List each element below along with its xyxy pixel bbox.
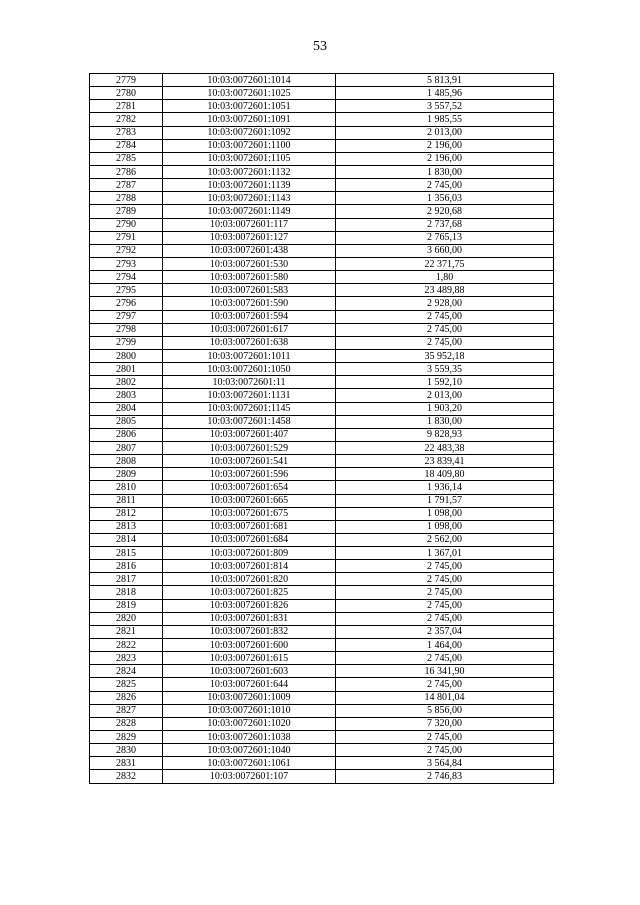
- table-row: [90, 179, 554, 192]
- table-row: [90, 599, 554, 612]
- amount-cell: 2 745,00: [336, 612, 554, 625]
- table-row: [90, 481, 554, 494]
- amount-cell: 2 745,00: [336, 560, 554, 573]
- cadastral-number-cell: 10:03:0072601:1091: [163, 113, 336, 126]
- table-row: [90, 323, 554, 336]
- table-row: [90, 586, 554, 599]
- amount-cell: 2 196,00: [336, 152, 554, 165]
- amount-cell: 22 483,38: [336, 441, 554, 454]
- amount-cell: 2 745,00: [336, 678, 554, 691]
- row-number-cell: 2794: [90, 271, 163, 284]
- table-row: [90, 455, 554, 468]
- table-row: [90, 652, 554, 665]
- row-number-cell: 2827: [90, 704, 163, 717]
- cadastral-number-cell: 10:03:0072601:1011: [163, 349, 336, 362]
- row-number-cell: 2826: [90, 691, 163, 704]
- amount-cell: 3 557,52: [336, 100, 554, 113]
- table-row: [90, 639, 554, 652]
- cadastral-number-cell: 10:03:0072601:1025: [163, 87, 336, 100]
- cadastral-number-cell: 10:03:0072601:580: [163, 271, 336, 284]
- row-number-cell: 2819: [90, 599, 163, 612]
- table-row: [90, 744, 554, 757]
- data-table: [89, 73, 554, 784]
- cadastral-number-cell: 10:03:0072601:107: [163, 770, 336, 783]
- table-row: [90, 402, 554, 415]
- table-row: [90, 87, 554, 100]
- amount-cell: 23 839,41: [336, 455, 554, 468]
- cadastral-number-cell: 10:03:0072601:825: [163, 586, 336, 599]
- amount-cell: 2 745,00: [336, 586, 554, 599]
- cadastral-number-cell: 10:03:0072601:600: [163, 639, 336, 652]
- table-row: [90, 363, 554, 376]
- row-number-cell: 2811: [90, 494, 163, 507]
- row-number-cell: 2825: [90, 678, 163, 691]
- page-number: 53: [313, 39, 327, 54]
- row-number-cell: 2804: [90, 402, 163, 415]
- row-number-cell: 2828: [90, 717, 163, 730]
- amount-cell: 2 562,00: [336, 533, 554, 546]
- table-row: [90, 100, 554, 113]
- amount-cell: 2 745,00: [336, 744, 554, 757]
- row-number-cell: 2831: [90, 757, 163, 770]
- amount-cell: 22 371,75: [336, 257, 554, 270]
- cadastral-number-cell: 10:03:0072601:617: [163, 323, 336, 336]
- table-row: [90, 192, 554, 205]
- cadastral-number-cell: 10:03:0072601:1139: [163, 179, 336, 192]
- cadastral-number-cell: 10:03:0072601:1100: [163, 139, 336, 152]
- row-number-cell: 2803: [90, 389, 163, 402]
- table-row: [90, 428, 554, 441]
- table-row: [90, 218, 554, 231]
- row-number-cell: 2797: [90, 310, 163, 323]
- amount-cell: 1,80: [336, 271, 554, 284]
- row-number-cell: 2801: [90, 363, 163, 376]
- amount-cell: 2 928,00: [336, 297, 554, 310]
- amount-cell: 2 013,00: [336, 126, 554, 139]
- row-number-cell: 2817: [90, 573, 163, 586]
- cadastral-number-cell: 10:03:0072601:596: [163, 468, 336, 481]
- amount-cell: 3 660,00: [336, 244, 554, 257]
- cadastral-number-cell: 10:03:0072601:590: [163, 297, 336, 310]
- amount-cell: 1 830,00: [336, 165, 554, 178]
- row-number-cell: 2814: [90, 533, 163, 546]
- cadastral-number-cell: 10:03:0072601:1149: [163, 205, 336, 218]
- cadastral-number-cell: 10:03:0072601:638: [163, 336, 336, 349]
- cadastral-number-cell: 10:03:0072601:831: [163, 612, 336, 625]
- cadastral-number-cell: 10:03:0072601:1009: [163, 691, 336, 704]
- table-row: [90, 612, 554, 625]
- amount-cell: 1 592,10: [336, 376, 554, 389]
- cadastral-number-cell: 10:03:0072601:594: [163, 310, 336, 323]
- cadastral-number-cell: 10:03:0072601:814: [163, 560, 336, 573]
- row-number-cell: 2822: [90, 639, 163, 652]
- row-number-cell: 2821: [90, 625, 163, 638]
- amount-cell: 16 341,90: [336, 665, 554, 678]
- row-number-cell: 2820: [90, 612, 163, 625]
- amount-cell: 1 903,20: [336, 402, 554, 415]
- cadastral-number-cell: 10:03:0072601:1020: [163, 717, 336, 730]
- row-number-cell: 2782: [90, 113, 163, 126]
- row-number-cell: 2790: [90, 218, 163, 231]
- amount-cell: 1 367,01: [336, 547, 554, 560]
- table-row: [90, 573, 554, 586]
- row-number-cell: 2830: [90, 744, 163, 757]
- row-number-cell: 2807: [90, 441, 163, 454]
- row-number-cell: 2792: [90, 244, 163, 257]
- row-number-cell: 2832: [90, 770, 163, 783]
- cadastral-number-cell: 10:03:0072601:541: [163, 455, 336, 468]
- row-number-cell: 2818: [90, 586, 163, 599]
- cadastral-number-cell: 10:03:0072601:684: [163, 533, 336, 546]
- table-body: [90, 74, 554, 784]
- amount-cell: 3 559,35: [336, 363, 554, 376]
- table-row: [90, 678, 554, 691]
- amount-cell: 2 013,00: [336, 389, 554, 402]
- amount-cell: 14 801,04: [336, 691, 554, 704]
- cadastral-number-cell: 10:03:0072601:1132: [163, 165, 336, 178]
- amount-cell: 1 791,57: [336, 494, 554, 507]
- cadastral-number-cell: 10:03:0072601:1010: [163, 704, 336, 717]
- row-number-cell: 2800: [90, 349, 163, 362]
- table-row: [90, 205, 554, 218]
- cadastral-number-cell: 10:03:0072601:407: [163, 428, 336, 441]
- table-row: [90, 389, 554, 402]
- amount-cell: 2 737,68: [336, 218, 554, 231]
- amount-cell: 1 985,55: [336, 113, 554, 126]
- cadastral-number-cell: 10:03:0072601:644: [163, 678, 336, 691]
- cadastral-number-cell: 10:03:0072601:1105: [163, 152, 336, 165]
- cadastral-number-cell: 10:03:0072601:530: [163, 257, 336, 270]
- cadastral-number-cell: 10:03:0072601:438: [163, 244, 336, 257]
- table-row: [90, 441, 554, 454]
- amount-cell: 2 745,00: [336, 731, 554, 744]
- row-number-cell: 2791: [90, 231, 163, 244]
- row-number-cell: 2799: [90, 336, 163, 349]
- row-number-cell: 2781: [90, 100, 163, 113]
- cadastral-number-cell: 10:03:0072601:681: [163, 520, 336, 533]
- table-row: [90, 415, 554, 428]
- amount-cell: 2 765,13: [336, 231, 554, 244]
- table-row: [90, 560, 554, 573]
- table-row: [90, 165, 554, 178]
- cadastral-number-cell: 10:03:0072601:127: [163, 231, 336, 244]
- table-row: [90, 284, 554, 297]
- cadastral-number-cell: 10:03:0072601:615: [163, 652, 336, 665]
- row-number-cell: 2810: [90, 481, 163, 494]
- row-number-cell: 2786: [90, 165, 163, 178]
- row-number-cell: 2795: [90, 284, 163, 297]
- table-row: [90, 231, 554, 244]
- amount-cell: 2 746,83: [336, 770, 554, 783]
- row-number-cell: 2802: [90, 376, 163, 389]
- row-number-cell: 2796: [90, 297, 163, 310]
- row-number-cell: 2812: [90, 507, 163, 520]
- cadastral-number-cell: 10:03:0072601:11: [163, 376, 336, 389]
- cadastral-number-cell: 10:03:0072601:809: [163, 547, 336, 560]
- amount-cell: 2 745,00: [336, 573, 554, 586]
- row-number-cell: 2829: [90, 731, 163, 744]
- table-row: [90, 376, 554, 389]
- cadastral-number-cell: 10:03:0072601:1143: [163, 192, 336, 205]
- row-number-cell: 2806: [90, 428, 163, 441]
- cadastral-number-cell: 10:03:0072601:1014: [163, 74, 336, 87]
- table-row: [90, 271, 554, 284]
- row-number-cell: 2809: [90, 468, 163, 481]
- cadastral-number-cell: 10:03:0072601:1051: [163, 100, 336, 113]
- table-row: [90, 310, 554, 323]
- row-number-cell: 2798: [90, 323, 163, 336]
- table-row: [90, 770, 554, 783]
- table-row: [90, 533, 554, 546]
- amount-cell: 18 409,80: [336, 468, 554, 481]
- row-number-cell: 2824: [90, 665, 163, 678]
- row-number-cell: 2793: [90, 257, 163, 270]
- cadastral-number-cell: 10:03:0072601:1038: [163, 731, 336, 744]
- amount-cell: 23 489,88: [336, 284, 554, 297]
- cadastral-number-cell: 10:03:0072601:117: [163, 218, 336, 231]
- cadastral-number-cell: 10:03:0072601:529: [163, 441, 336, 454]
- cadastral-number-cell: 10:03:0072601:675: [163, 507, 336, 520]
- amount-cell: 2 196,00: [336, 139, 554, 152]
- cadastral-number-cell: 10:03:0072601:1061: [163, 757, 336, 770]
- amount-cell: 2 920,68: [336, 205, 554, 218]
- amount-cell: 2 745,00: [336, 323, 554, 336]
- amount-cell: 5 856,00: [336, 704, 554, 717]
- cadastral-number-cell: 10:03:0072601:832: [163, 625, 336, 638]
- row-number-cell: 2787: [90, 179, 163, 192]
- amount-cell: 3 564,84: [336, 757, 554, 770]
- row-number-cell: 2780: [90, 87, 163, 100]
- row-number-cell: 2784: [90, 139, 163, 152]
- cadastral-number-cell: 10:03:0072601:820: [163, 573, 336, 586]
- amount-cell: 2 745,00: [336, 310, 554, 323]
- row-number-cell: 2805: [90, 415, 163, 428]
- amount-cell: 7 320,00: [336, 717, 554, 730]
- cadastral-number-cell: 10:03:0072601:583: [163, 284, 336, 297]
- cadastral-number-cell: 10:03:0072601:1092: [163, 126, 336, 139]
- row-number-cell: 2785: [90, 152, 163, 165]
- row-number-cell: 2783: [90, 126, 163, 139]
- cadastral-number-cell: 10:03:0072601:1145: [163, 402, 336, 415]
- cadastral-number-cell: 10:03:0072601:826: [163, 599, 336, 612]
- table-row: [90, 297, 554, 310]
- amount-cell: 2 745,00: [336, 179, 554, 192]
- amount-cell: 2 745,00: [336, 599, 554, 612]
- table-row: [90, 665, 554, 678]
- table-row: [90, 507, 554, 520]
- table-row: [90, 547, 554, 560]
- amount-cell: 1 098,00: [336, 520, 554, 533]
- row-number-cell: 2816: [90, 560, 163, 573]
- data-table-container: [89, 73, 553, 784]
- amount-cell: 1 098,00: [336, 507, 554, 520]
- table-row: [90, 731, 554, 744]
- cadastral-number-cell: 10:03:0072601:1040: [163, 744, 336, 757]
- cadastral-number-cell: 10:03:0072601:1458: [163, 415, 336, 428]
- amount-cell: 1 485,96: [336, 87, 554, 100]
- row-number-cell: 2779: [90, 74, 163, 87]
- table-row: [90, 625, 554, 638]
- row-number-cell: 2788: [90, 192, 163, 205]
- table-row: [90, 336, 554, 349]
- amount-cell: 2 745,00: [336, 336, 554, 349]
- table-row: [90, 468, 554, 481]
- amount-cell: 9 828,93: [336, 428, 554, 441]
- amount-cell: 1 464,00: [336, 639, 554, 652]
- cadastral-number-cell: 10:03:0072601:603: [163, 665, 336, 678]
- table-row: [90, 691, 554, 704]
- amount-cell: 5 813,91: [336, 74, 554, 87]
- table-row: [90, 126, 554, 139]
- cadastral-number-cell: 10:03:0072601:1050: [163, 363, 336, 376]
- table-row: [90, 244, 554, 257]
- cadastral-number-cell: 10:03:0072601:1131: [163, 389, 336, 402]
- table-row: [90, 152, 554, 165]
- table-row: [90, 139, 554, 152]
- cadastral-number-cell: 10:03:0072601:654: [163, 481, 336, 494]
- table-row: [90, 757, 554, 770]
- amount-cell: 1 356,03: [336, 192, 554, 205]
- amount-cell: 2 357,04: [336, 625, 554, 638]
- row-number-cell: 2823: [90, 652, 163, 665]
- amount-cell: 2 745,00: [336, 652, 554, 665]
- table-row: [90, 494, 554, 507]
- table-row: [90, 717, 554, 730]
- row-number-cell: 2789: [90, 205, 163, 218]
- row-number-cell: 2813: [90, 520, 163, 533]
- table-row: [90, 113, 554, 126]
- table-row: [90, 257, 554, 270]
- row-number-cell: 2815: [90, 547, 163, 560]
- table-row: [90, 704, 554, 717]
- amount-cell: 35 952,18: [336, 349, 554, 362]
- amount-cell: 1 936,14: [336, 481, 554, 494]
- table-row: [90, 349, 554, 362]
- cadastral-number-cell: 10:03:0072601:665: [163, 494, 336, 507]
- table-row: [90, 74, 554, 87]
- row-number-cell: 2808: [90, 455, 163, 468]
- amount-cell: 1 830,00: [336, 415, 554, 428]
- table-row: [90, 520, 554, 533]
